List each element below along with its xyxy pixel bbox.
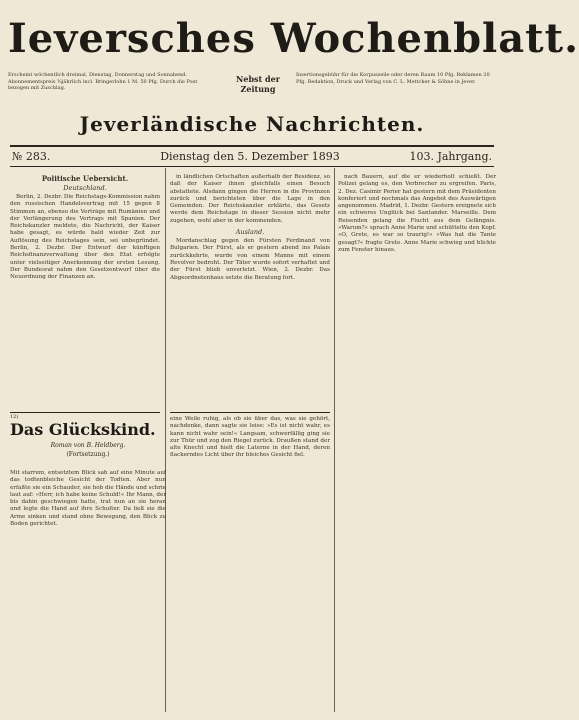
issue-date: Dienstag den 5. Dezember 1893 <box>160 150 340 163</box>
subscription-info: Erscheint wöchentlich dreimal, Dienstag, Donnerstag und Sonnabend. Abonnementspreis ¾jährlich incl. Bringerlohn 1 M. 50 Pfg. Durch die Post bezogen mit Zuschlag. <box>8 72 198 91</box>
column-right <box>338 174 496 714</box>
top-divider <box>10 145 494 147</box>
column-politics <box>10 174 160 410</box>
issue-line <box>10 150 494 166</box>
article-text: Mordanschlag gegen den Fürsten Ferdinand von Bulgarien. Der Fürst, als er gestern abend ins Palais zurückkehrte, wurde von einem Manne mit einem Revolver bedroht. Der Täter wurde sofort verhaftet und der Fürst blieb unverletzt. Wien, 2. Dezbr. Das Abgeordnetenhaus setzte die Beratung fort. <box>170 238 330 281</box>
feuilleton-divider <box>170 412 330 413</box>
subsection-heading: Ausland. <box>235 228 265 237</box>
publisher-info: Insertionsgebühr für die Korpuszeile oder deren Raum 10 Pfg. Reklamen 20 Pfg. Redaktion, Druck und Verlag von C. L. Mettcker & Söhne in Jever. <box>296 72 490 85</box>
section-heading: Politische Uebersicht. <box>41 174 129 183</box>
newspaper-subtitle: Jeverländische Nachrichten. <box>79 112 425 136</box>
supplement-note: Nebst der Zeitung <box>236 74 280 94</box>
subsection-heading: Deutschland. <box>63 184 107 192</box>
article-text: Berlin, 2. Dezbr. Die Reichstags-Kommission nahm den russischen Handelsvertrag mit 15 gegen 8 Stimmen an, ebenso die Verträge mit Rumänien und der Verlängerung des Vertrags mit Spanien. Der Reichskanzler meldete, die Nachricht, der Kaiser habe gesagt, es würde bald wieder Zeit zur Auflösung des Reichstages sein, sei unbegründet. Berlin, 2. Dezbr. Der Entwurf der künftigen Reichsfinanzverwaltung über den Etat erfolgte unter vielseitiger Anerkennung der ersten Lesung. Der Bundesrat nahm den Gesetzentwurf über die Neuordnung der Finanzen an. <box>10 194 161 281</box>
story-title: Das Glückskind. <box>10 420 156 439</box>
date-divider <box>10 166 494 167</box>
feuilleton-divider <box>10 412 160 413</box>
feuilleton-header <box>10 420 166 458</box>
article-text: nach Bauern, auf die er wiederholt schießt. Der Polizei gelang es, den Verbrecher zu ergreifen. Paris, 2. Dez. Casimir Perier hat gestern mit dem Präsidenten konferiert und nochmals das Angebot des Auswärtigen angenommen. Madrid, 1. Dezbr. Gestern ereignete sich ein schweres Unglück bei Santander. Marseille. Dem Reisenden gelang die Flucht aus dem Gefängnis. »Warum?« sprach Anne Marie und schüttelte den Kopf. »O, Grete, es war so traurig!« »Was hat die Tante gesagt?« fragte Grete. Anne Marie schwieg und blickte zum Fenster hinaus. <box>338 174 496 253</box>
story-author: Roman von B. Heldberg. <box>50 442 126 449</box>
article-text: in ländlichen Ortschaften außerhalb der Residenz, so daß der Kaiser ihnen gleichfalls einen Besuch abstattete. Alsdann gingen die Herren in die Provinzen zurück und berichteten über die Lage in den Gemeinden. Der Reichskanzler erklärte, das Gesetz werde dem Reichstage in dieser Session nicht mehr zugehen, wohl aber in der kommenden. <box>170 174 330 224</box>
newspaper-title: Ieversches Wochenblatt. <box>8 15 579 62</box>
masthead <box>8 8 579 70</box>
continuation-note: (Fortsetzung.) <box>66 451 110 458</box>
issue-number: № 283. <box>12 150 51 163</box>
column-divider <box>334 168 335 712</box>
imprint-row <box>8 72 496 112</box>
installment-number: 12) <box>10 414 19 420</box>
story-text-continued: eine Weile ruhig, als ob sie über das, was sie gehört, nachdenke, dann sagte sie leise: »Es ist nicht wahr, es kann nicht wahr sein!« Langsam, schwerfällig ging sie zur Thür und zog den Riegel zurück. Draußen stand der alte Knecht und hielt die Laterne in der Hand, deren flackerndes Licht über ihr bleiches Gesicht fiel. <box>170 416 330 459</box>
volume-year: 103. Jahrgang. <box>409 150 492 163</box>
story-text: Mit starrem, entsetztem Blick sah auf eine Minute auf das todtenbleiche Gesicht der Todten. Aber nun erfaßte sie ein Schauder, sie hob die Hände und schrie laut auf: »Herr, ich habe keine Schuld!« Ihr Mann, der bis dahin geschwiegen hatte, trat nun an sie heran und legte die Hand auf ihre Schulter. Da ließ sie die Arme sinken und stand ohne Bewegung, den Blick zu Boden gerichtet. <box>10 470 166 528</box>
